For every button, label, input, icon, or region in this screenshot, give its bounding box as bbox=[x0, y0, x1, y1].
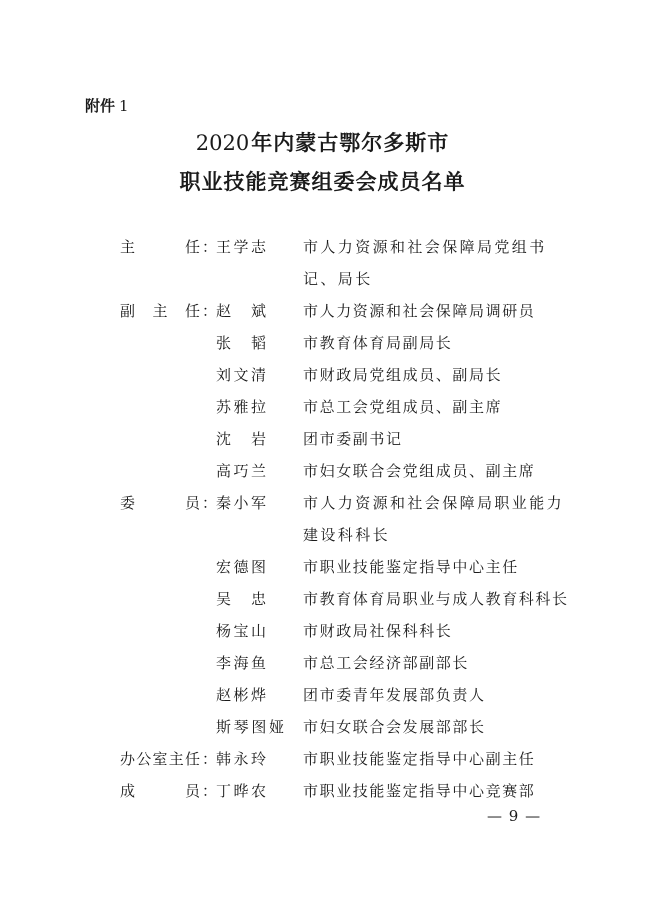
member-role bbox=[120, 748, 200, 770]
member-roster bbox=[0, 234, 645, 810]
member-row bbox=[0, 330, 645, 362]
role-char: 主 bbox=[168, 750, 184, 768]
member-position: 市职业技能鉴定指导中心竞赛部 bbox=[303, 782, 536, 800]
role-char: 副 bbox=[120, 302, 136, 320]
member-position: 市财政局社保科科长 bbox=[303, 622, 453, 640]
member-row bbox=[0, 618, 645, 650]
role-char: 任 bbox=[184, 238, 200, 256]
name-char: 玲 bbox=[250, 750, 266, 768]
member-position: 团市委副书记 bbox=[303, 430, 403, 448]
role-colon: ： bbox=[202, 750, 218, 768]
name-char: 海 bbox=[233, 654, 249, 672]
name-char: 杨 bbox=[216, 622, 232, 640]
name-char: 忠 bbox=[250, 590, 266, 608]
name-char: 烨 bbox=[250, 686, 266, 704]
name-char: 图 bbox=[251, 718, 267, 736]
name-char: 宝 bbox=[233, 622, 249, 640]
attachment-text: 附件 bbox=[85, 97, 116, 115]
role-char: 员 bbox=[184, 494, 200, 512]
name-char: 德 bbox=[233, 558, 249, 576]
name-char: 小 bbox=[233, 494, 249, 512]
member-position: 市教育体育局副局长 bbox=[303, 334, 453, 352]
member-position: 市人力资源和社会保障局调研员 bbox=[303, 302, 536, 320]
member-position: 市职业技能鉴定指导中心副主任 bbox=[303, 750, 536, 768]
member-name bbox=[216, 428, 266, 450]
role-colon: ： bbox=[202, 782, 218, 800]
member-position: 市总工会经济部副部长 bbox=[303, 654, 470, 672]
role-char: 办 bbox=[120, 750, 136, 768]
name-char: 军 bbox=[250, 494, 266, 512]
name-char: 学 bbox=[233, 238, 249, 256]
name-char: 赵 bbox=[216, 686, 232, 704]
title-year: 2020 bbox=[195, 131, 250, 155]
member-row bbox=[0, 490, 645, 554]
name-char: 山 bbox=[250, 622, 266, 640]
name-char: 农 bbox=[250, 782, 266, 800]
member-position: 市妇女联合会党组成员、副主席 bbox=[303, 462, 536, 480]
member-position: 团市委青年发展部负责人 bbox=[303, 686, 486, 704]
name-char: 永 bbox=[233, 750, 249, 768]
member-name bbox=[216, 556, 266, 578]
member-role bbox=[120, 300, 200, 322]
name-char: 刘 bbox=[216, 366, 232, 384]
member-position: 市总工会党组成员、副主席 bbox=[303, 398, 503, 416]
member-name bbox=[216, 236, 266, 258]
role-char: 主 bbox=[152, 302, 168, 320]
name-char: 雅 bbox=[233, 398, 249, 416]
role-colon: ： bbox=[202, 494, 218, 512]
role-char: 公 bbox=[136, 750, 152, 768]
member-row bbox=[0, 778, 645, 810]
member-row bbox=[0, 746, 645, 778]
name-char: 丁 bbox=[216, 782, 232, 800]
name-char: 吴 bbox=[216, 590, 232, 608]
name-char: 秦 bbox=[216, 494, 232, 512]
member-name bbox=[216, 652, 266, 674]
name-char: 鱼 bbox=[250, 654, 266, 672]
member-name bbox=[216, 364, 266, 386]
name-char: 沈 bbox=[216, 430, 232, 448]
member-row bbox=[0, 362, 645, 394]
role-char: 任 bbox=[184, 750, 200, 768]
member-position: 市人力资源和社会保障局职业能力建设科科长 bbox=[303, 494, 565, 544]
role-char: 主 bbox=[120, 238, 136, 256]
name-char: 彬 bbox=[233, 686, 249, 704]
document-title-line-1 bbox=[0, 128, 645, 158]
name-char: 琴 bbox=[233, 718, 249, 736]
member-row bbox=[0, 714, 645, 746]
name-char: 王 bbox=[216, 238, 232, 256]
member-row bbox=[0, 650, 645, 682]
name-char: 兰 bbox=[250, 462, 266, 480]
name-char: 清 bbox=[250, 366, 266, 384]
member-name bbox=[216, 716, 284, 738]
name-char: 苏 bbox=[216, 398, 232, 416]
member-row bbox=[0, 426, 645, 458]
member-position: 市财政局党组成员、副局长 bbox=[303, 366, 503, 384]
member-position: 市职业技能鉴定指导中心主任 bbox=[303, 558, 519, 576]
member-role bbox=[120, 780, 200, 802]
member-name bbox=[216, 780, 266, 802]
name-char: 韬 bbox=[250, 334, 266, 352]
name-char: 宏 bbox=[216, 558, 232, 576]
role-char: 委 bbox=[120, 494, 136, 512]
name-char: 娅 bbox=[268, 718, 284, 736]
name-char: 岩 bbox=[250, 430, 266, 448]
name-char: 志 bbox=[250, 238, 266, 256]
member-row bbox=[0, 298, 645, 330]
member-name bbox=[216, 620, 266, 642]
member-position: 市人力资源和社会保障局党组书记、局长 bbox=[303, 238, 547, 288]
member-role bbox=[120, 236, 200, 258]
role-char: 员 bbox=[184, 782, 200, 800]
name-char: 图 bbox=[250, 558, 266, 576]
name-char: 李 bbox=[216, 654, 232, 672]
name-char: 韩 bbox=[216, 750, 232, 768]
name-char: 巧 bbox=[233, 462, 249, 480]
member-name bbox=[216, 684, 266, 706]
name-char: 拉 bbox=[250, 398, 266, 416]
member-row bbox=[0, 682, 645, 714]
member-name bbox=[216, 588, 266, 610]
member-row bbox=[0, 554, 645, 586]
role-char: 任 bbox=[184, 302, 200, 320]
member-name bbox=[216, 332, 266, 354]
attachment-number: 1 bbox=[119, 97, 129, 115]
member-row bbox=[0, 458, 645, 490]
document-title-line-2: 职业技能竞赛组委会成员名单 bbox=[179, 169, 466, 194]
name-char: 高 bbox=[216, 462, 232, 480]
member-role bbox=[120, 492, 200, 514]
member-position: 市教育体育局职业与成人教育科科长 bbox=[303, 590, 569, 608]
member-row bbox=[0, 234, 645, 298]
member-name bbox=[216, 300, 266, 322]
name-char: 文 bbox=[233, 366, 249, 384]
name-char: 晔 bbox=[233, 782, 249, 800]
name-char: 斌 bbox=[250, 302, 266, 320]
member-row bbox=[0, 394, 645, 426]
member-name bbox=[216, 492, 266, 514]
page-number: — 9 — bbox=[487, 807, 542, 825]
member-name bbox=[216, 460, 266, 482]
member-row bbox=[0, 586, 645, 618]
name-char: 赵 bbox=[216, 302, 232, 320]
role-colon: ： bbox=[202, 238, 218, 256]
member-position: 市妇女联合会发展部部长 bbox=[303, 718, 486, 736]
member-name bbox=[216, 748, 266, 770]
role-colon: ： bbox=[202, 302, 218, 320]
title-line-1-text: 年内蒙古鄂尔多斯市 bbox=[251, 130, 450, 155]
name-char: 张 bbox=[216, 334, 232, 352]
member-name bbox=[216, 396, 266, 418]
attachment-label bbox=[85, 96, 129, 116]
name-char: 斯 bbox=[216, 718, 232, 736]
role-char: 成 bbox=[120, 782, 136, 800]
role-char: 室 bbox=[152, 750, 168, 768]
